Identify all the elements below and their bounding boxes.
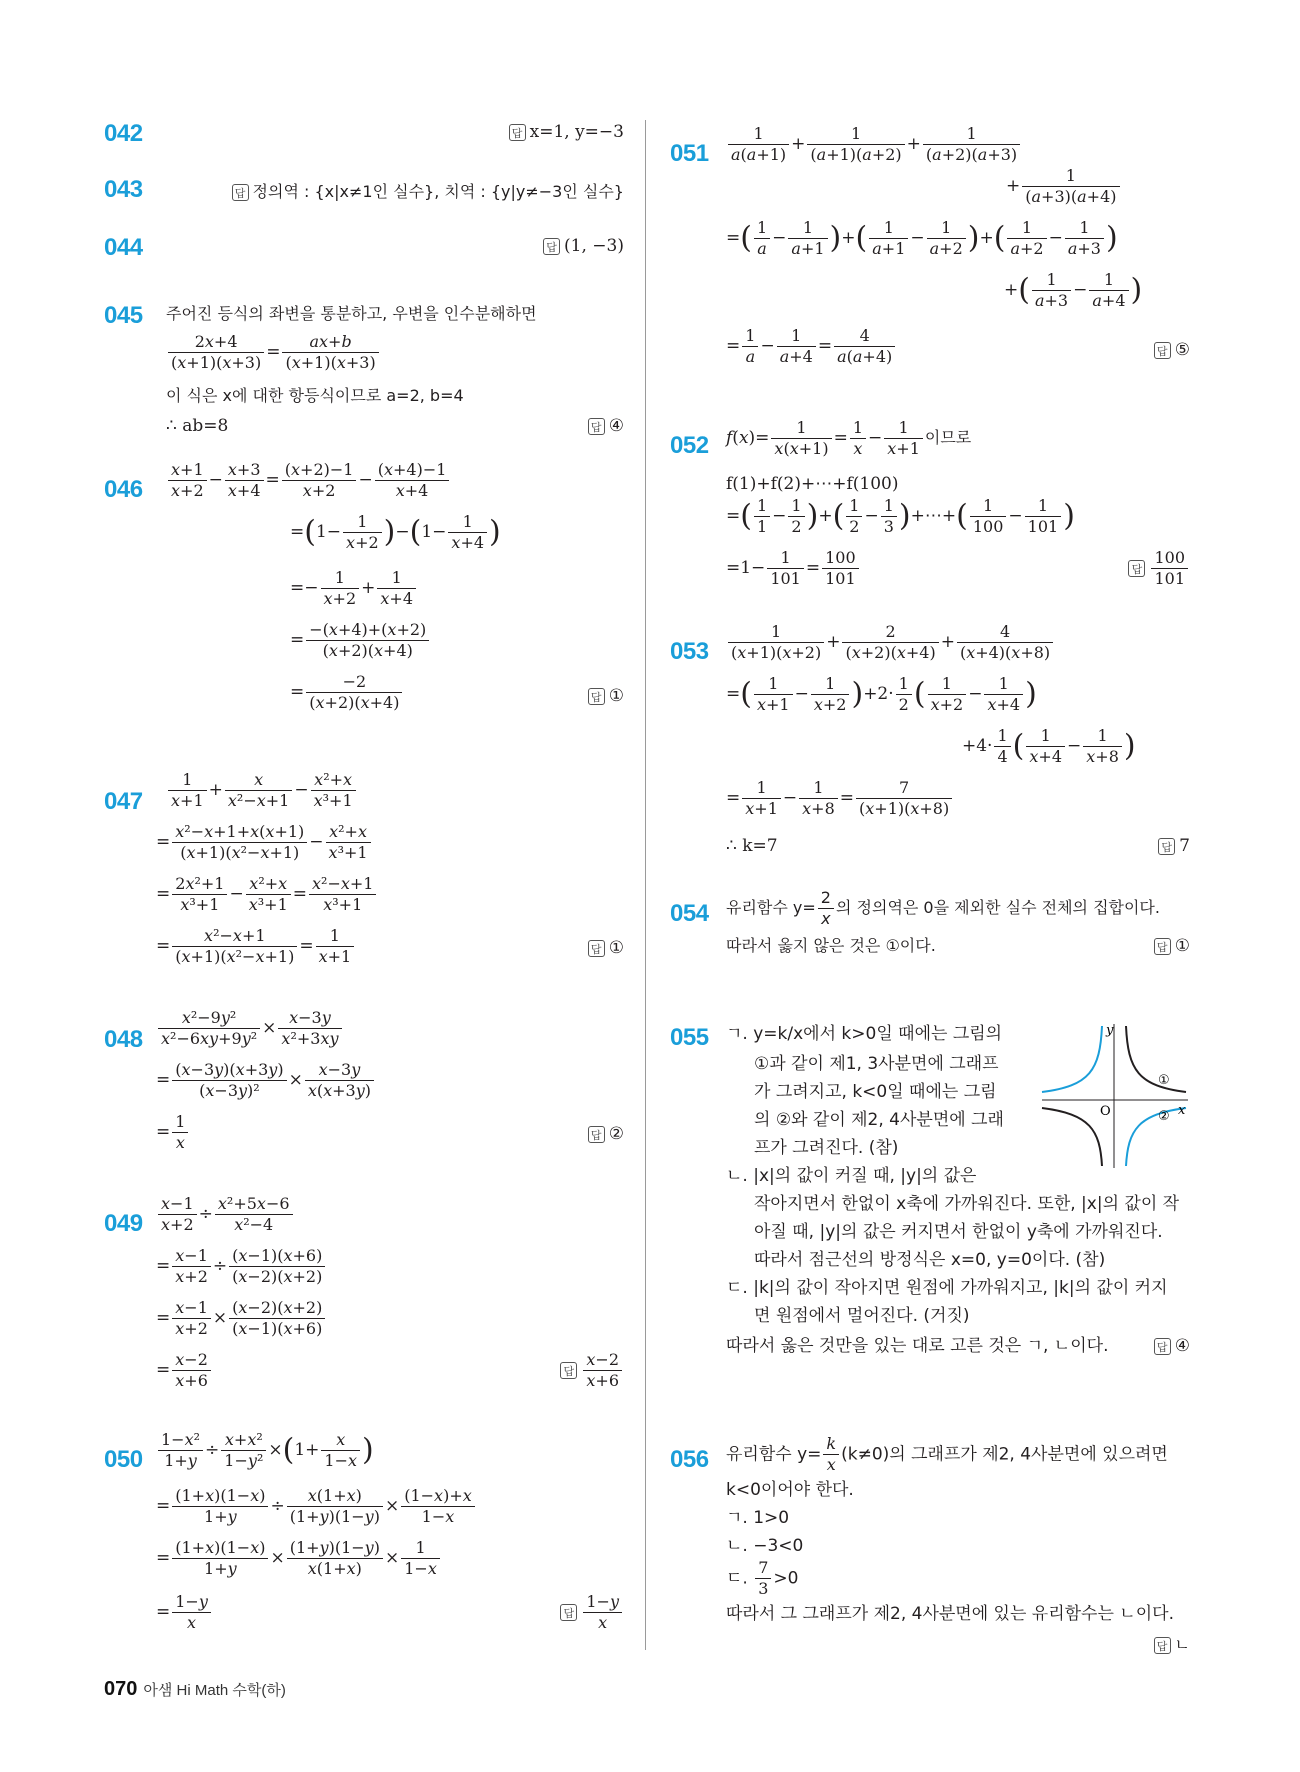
problem-number: 056 <box>670 1446 709 1473</box>
problem-number: 042 <box>104 120 143 147</box>
curve-1-upper <box>1126 1026 1186 1092</box>
answer: 답 (1, −3) <box>543 236 624 256</box>
answer-badge-icon: 답 <box>1154 938 1171 955</box>
problem-number: 046 <box>104 476 143 503</box>
answer-badge-icon: 답 <box>560 1604 577 1621</box>
book-title: 아샘 Hi Math 수학(하) <box>143 1682 286 1699</box>
answer-badge-icon: 답 <box>588 688 605 705</box>
curve-2-upper <box>1042 1026 1102 1092</box>
answer-badge-icon: 답 <box>588 1126 605 1143</box>
problem-number: 055 <box>670 1024 709 1051</box>
problem-number: 053 <box>670 638 709 665</box>
answer-badge-icon: 답 <box>588 418 605 435</box>
answer: 답 x=1, y=−3 <box>509 122 624 142</box>
answer: 답 ㄴ <box>1154 1632 1190 1655</box>
answer-badge-icon: 답 <box>509 124 526 141</box>
curve-1-label: ① <box>1158 1073 1170 1088</box>
answer: 답 $\frac{1-y}{x}$ <box>560 1592 624 1633</box>
answer-badge-icon: 답 <box>1128 560 1145 577</box>
answer: 답 ④ <box>1154 1336 1190 1356</box>
hyperbola-graph <box>1038 1020 1190 1170</box>
answer-badge-icon: 답 <box>560 1362 577 1379</box>
answer: 답 ① <box>588 938 624 958</box>
answer: 답 ⑤ <box>1154 340 1190 360</box>
answer: 답 7 <box>1158 836 1190 856</box>
problem-number: 048 <box>104 1026 143 1053</box>
page-footer <box>104 1678 286 1701</box>
answer: 답 ① <box>1154 936 1190 956</box>
answer-badge-icon: 답 <box>588 940 605 957</box>
problem-number: 050 <box>104 1446 143 1473</box>
equation: $\frac{2x+4}{(x+1)(x+3)}$ = $\frac{ax+b}{(x+1)(x+3)}$ <box>166 332 381 373</box>
problem-number: 043 <box>104 176 143 203</box>
problem-number: 045 <box>104 302 143 329</box>
answer: 답 $\frac{100}{101}$ <box>1128 548 1190 589</box>
origin-label: O <box>1100 1104 1111 1119</box>
answer: 답 정의역 : {x|x≠1인 실수}, 치역 : {y|y≠−3인 실수} <box>232 179 624 202</box>
problem-number: 049 <box>104 1210 143 1237</box>
curve-1-lower <box>1042 1108 1102 1166</box>
y-label: y <box>1106 1023 1114 1038</box>
curve-2-label: ② <box>1158 1109 1170 1124</box>
problem-number: 051 <box>670 140 709 167</box>
answer: 답 ④ <box>588 416 624 436</box>
x-label: x <box>1178 1103 1186 1118</box>
problem-number: 054 <box>670 900 709 927</box>
answer-badge-icon: 답 <box>1154 1637 1171 1654</box>
curve-2-lower <box>1126 1108 1186 1166</box>
answer: 답 ① <box>588 686 624 706</box>
answer-badge-icon: 답 <box>1154 342 1171 359</box>
answer-badge-icon: 답 <box>232 184 249 201</box>
answer-badge-icon: 답 <box>1158 838 1175 855</box>
problem-number: 044 <box>104 234 143 261</box>
column-divider <box>645 120 646 1650</box>
page-number: 070 <box>104 1678 138 1700</box>
answer-badge-icon: 답 <box>1154 1338 1171 1355</box>
problem-number: 047 <box>104 788 143 815</box>
answer-badge-icon: 답 <box>543 238 560 255</box>
problem-number: 052 <box>670 432 709 459</box>
answer: 답 $\frac{x-2}{x+6}$ <box>560 1350 624 1391</box>
answer: 답 ② <box>588 1124 624 1144</box>
